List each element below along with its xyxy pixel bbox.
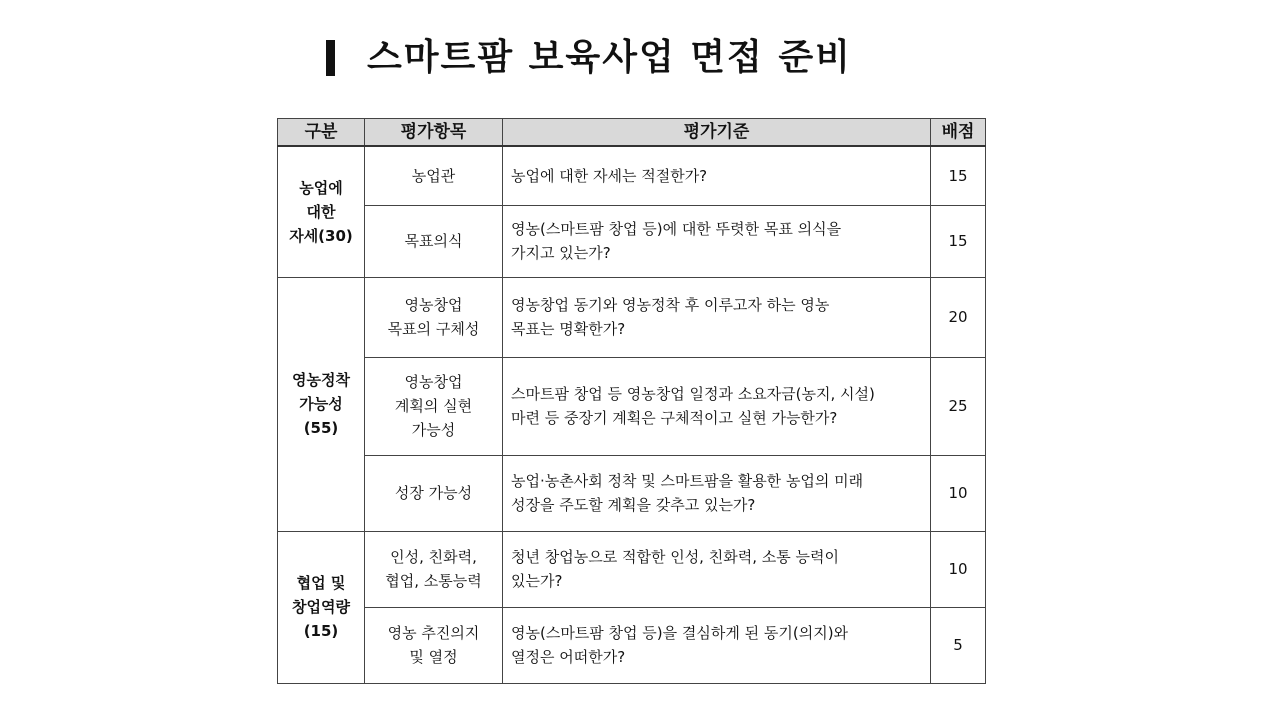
score-cell: 15 (931, 146, 986, 205)
category-line: (15) (303, 622, 339, 640)
criteria-line: 성장을 주도할 계획을 갖추고 있는가? (511, 496, 756, 514)
criteria-cell (503, 205, 931, 277)
item-line: 가능성 (411, 421, 456, 439)
criteria-cell (503, 357, 931, 455)
category-line: 창업역량 (292, 598, 350, 616)
item-line: 목표의 구체성 (387, 320, 480, 338)
header-item: 평가항목 (365, 119, 503, 147)
criteria-line: 목표는 명확한가? (511, 320, 626, 338)
category-line: (55) (303, 419, 339, 437)
score-cell: 10 (931, 455, 986, 531)
table-row (278, 455, 986, 531)
header-score: 배점 (931, 119, 986, 147)
category-line: 협업 및 (296, 574, 346, 592)
item-cell (365, 357, 503, 455)
item-cell (365, 205, 503, 277)
criteria-line: 영농(스마트팜 창업 등)에 대한 뚜렷한 목표 의식을 (511, 220, 842, 238)
evaluation-table (277, 118, 986, 684)
criteria-line: 스마트팜 창업 등 영농창업 일정과 소요자금(농지, 시설) (511, 385, 875, 403)
criteria-cell (503, 146, 931, 205)
item-line: 목표의식 (404, 232, 463, 250)
criteria-line: 있는가? (511, 572, 563, 590)
criteria-line: 농업·농촌사회 정착 및 스마트팜을 활용한 농업의 미래 (511, 472, 864, 490)
table-row (278, 357, 986, 455)
score-cell: 25 (931, 357, 986, 455)
criteria-line: 영농(스마트팜 창업 등)을 결심하게 된 동기(의지)와 (511, 624, 849, 642)
criteria-cell (503, 607, 931, 683)
table-row (278, 277, 986, 357)
page-title (326, 36, 852, 80)
item-line: 농업관 (411, 166, 456, 185)
criteria-line: 청년 창업농으로 적합한 인성, 친화력, 소통 능력이 (511, 548, 839, 566)
category-line: 자세(30) (289, 226, 353, 245)
category-line: 영농정착 (292, 371, 350, 389)
item-line: 인성, 친화력, (390, 548, 477, 566)
title-bar-decoration (326, 40, 335, 76)
category-line: 대한 (306, 202, 336, 221)
criteria-line: 가지고 있는가? (511, 244, 611, 262)
title-text: 스마트팜 보육사업 면접 준비 (367, 37, 852, 78)
criteria-line: 영농창업 동기와 영농정착 후 이루고자 하는 영농 (511, 296, 830, 314)
item-line: 영농 추진의지 (387, 624, 480, 642)
criteria-line: 마련 등 중장기 계획은 구체적이고 실현 가능한가? (511, 409, 838, 427)
category-cell (278, 531, 365, 683)
item-cell (365, 455, 503, 531)
category-cell (278, 277, 365, 531)
category-cell (278, 146, 365, 277)
score-cell: 10 (931, 531, 986, 607)
score-cell: 20 (931, 277, 986, 357)
criteria-line: 농업에 대한 자세는 적절한가? (511, 166, 708, 185)
category-line: 가능성 (299, 395, 343, 413)
item-cell (365, 146, 503, 205)
table-row (278, 146, 986, 205)
item-line: 및 열정 (409, 648, 458, 666)
item-cell (365, 277, 503, 357)
item-cell (365, 531, 503, 607)
category-line: 농업에 (299, 178, 343, 197)
header-criteria: 평가기준 (503, 119, 931, 147)
criteria-line: 열정은 어떠한가? (511, 648, 626, 666)
item-line: 협업, 소통능력 (385, 572, 482, 590)
table-row (278, 205, 986, 277)
criteria-cell (503, 531, 931, 607)
item-line: 성장 가능성 (394, 484, 473, 502)
item-line: 영농창업 (404, 373, 463, 391)
table-row (278, 531, 986, 607)
score-cell: 5 (931, 607, 986, 683)
criteria-cell (503, 455, 931, 531)
table-row (278, 607, 986, 683)
criteria-cell (503, 277, 931, 357)
header-row (278, 119, 986, 147)
header-category: 구분 (278, 119, 365, 147)
item-line: 계획의 실현 (394, 397, 473, 415)
item-cell (365, 607, 503, 683)
score-cell: 15 (931, 205, 986, 277)
item-line: 영농창업 (404, 296, 463, 314)
